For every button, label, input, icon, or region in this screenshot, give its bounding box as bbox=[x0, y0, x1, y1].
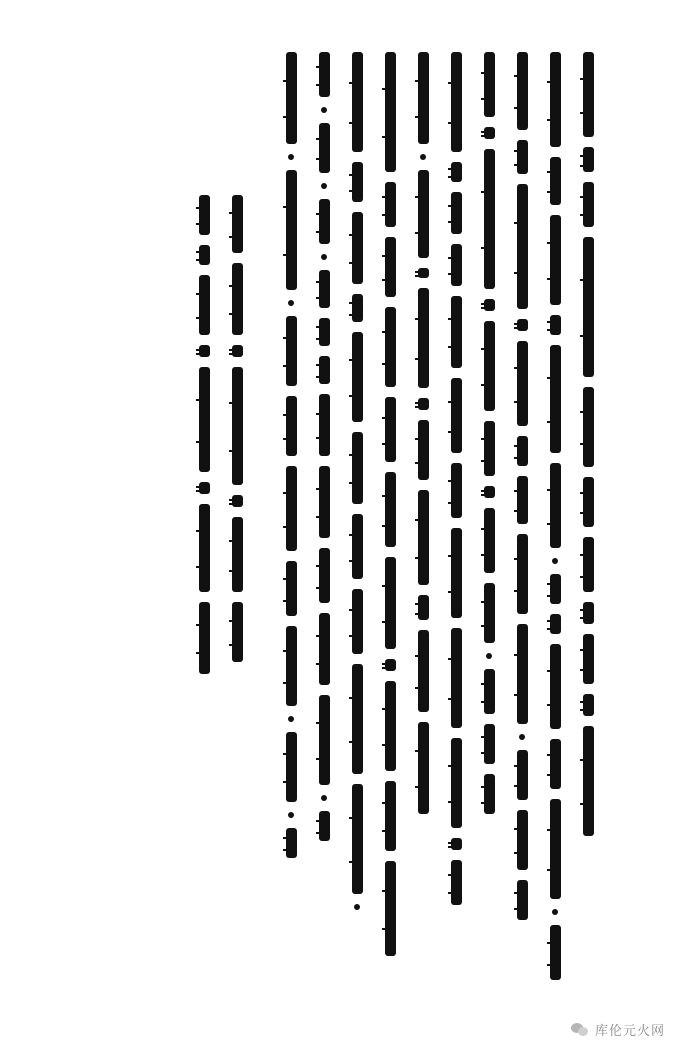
word-glyph bbox=[550, 157, 561, 205]
text-column bbox=[580, 52, 596, 836]
word-glyph bbox=[550, 574, 561, 604]
word-glyph bbox=[286, 466, 297, 551]
word-glyph bbox=[352, 212, 363, 284]
word-glyph bbox=[319, 270, 330, 308]
word-glyph bbox=[199, 482, 210, 494]
word-glyph bbox=[451, 192, 462, 234]
comma-glyph bbox=[321, 107, 327, 113]
word-glyph bbox=[451, 838, 462, 850]
word-glyph bbox=[385, 237, 396, 297]
word-glyph bbox=[319, 811, 330, 841]
word-glyph bbox=[484, 421, 495, 476]
word-glyph bbox=[484, 321, 495, 411]
text-column bbox=[382, 52, 398, 956]
word-glyph bbox=[550, 215, 561, 305]
word-glyph bbox=[583, 602, 594, 624]
word-glyph bbox=[451, 378, 462, 453]
word-glyph bbox=[418, 490, 429, 585]
word-glyph bbox=[451, 162, 462, 182]
word-glyph bbox=[517, 319, 528, 331]
word-glyph bbox=[199, 367, 210, 472]
word-glyph bbox=[352, 162, 363, 202]
word-glyph bbox=[484, 669, 495, 714]
word-glyph bbox=[517, 624, 528, 724]
word-glyph bbox=[319, 394, 330, 456]
word-glyph bbox=[583, 477, 594, 527]
comma-glyph bbox=[420, 154, 426, 160]
word-glyph bbox=[232, 495, 243, 507]
comma-glyph bbox=[486, 653, 492, 659]
word-glyph bbox=[583, 537, 594, 592]
word-glyph bbox=[418, 288, 429, 388]
word-glyph bbox=[418, 420, 429, 480]
word-glyph bbox=[583, 726, 594, 836]
word-glyph bbox=[352, 784, 363, 894]
word-glyph bbox=[232, 263, 243, 335]
text-column bbox=[316, 52, 332, 841]
word-glyph bbox=[286, 626, 297, 706]
comma-glyph bbox=[321, 795, 327, 801]
comma-glyph bbox=[288, 300, 294, 306]
word-glyph bbox=[385, 182, 396, 227]
word-glyph bbox=[385, 681, 396, 771]
word-glyph bbox=[199, 195, 210, 235]
word-glyph bbox=[199, 245, 210, 265]
word-glyph bbox=[385, 861, 396, 956]
word-glyph bbox=[232, 517, 243, 592]
comma-glyph bbox=[288, 154, 294, 160]
word-glyph bbox=[352, 589, 363, 654]
watermark-text: 库伦元火网 bbox=[594, 1024, 665, 1039]
word-glyph bbox=[484, 149, 495, 289]
word-glyph bbox=[352, 294, 363, 322]
word-glyph bbox=[451, 528, 462, 618]
word-glyph bbox=[319, 466, 330, 538]
comma-glyph bbox=[321, 254, 327, 260]
word-glyph bbox=[550, 463, 561, 548]
word-glyph bbox=[550, 345, 561, 453]
full-stop-glyph bbox=[354, 904, 360, 910]
word-glyph bbox=[418, 595, 429, 620]
comma-glyph bbox=[519, 734, 525, 740]
word-glyph bbox=[550, 315, 561, 335]
full-stop-glyph bbox=[552, 558, 558, 564]
comma-glyph bbox=[288, 716, 294, 722]
word-glyph bbox=[385, 397, 396, 462]
word-glyph bbox=[286, 170, 297, 290]
word-glyph bbox=[583, 387, 594, 467]
word-glyph bbox=[319, 123, 330, 173]
text-column bbox=[283, 52, 299, 858]
word-glyph bbox=[319, 695, 330, 785]
word-glyph bbox=[451, 244, 462, 286]
word-glyph bbox=[352, 52, 363, 152]
text-column bbox=[547, 52, 563, 980]
text-column bbox=[514, 52, 530, 920]
text-column bbox=[349, 52, 365, 910]
word-glyph bbox=[286, 52, 297, 144]
word-glyph bbox=[517, 810, 528, 870]
word-glyph bbox=[232, 602, 243, 662]
word-glyph bbox=[418, 398, 429, 410]
word-glyph bbox=[517, 341, 528, 426]
comma-glyph bbox=[321, 183, 327, 189]
watermark bbox=[571, 1020, 665, 1039]
word-glyph bbox=[319, 52, 330, 97]
word-glyph bbox=[583, 634, 594, 684]
word-glyph bbox=[385, 307, 396, 387]
word-glyph bbox=[550, 52, 561, 147]
text-column bbox=[415, 52, 431, 814]
word-glyph bbox=[385, 781, 396, 851]
word-glyph bbox=[484, 299, 495, 311]
word-glyph bbox=[199, 504, 210, 592]
word-glyph bbox=[517, 880, 528, 920]
comma-glyph bbox=[288, 812, 294, 818]
word-glyph bbox=[352, 514, 363, 579]
word-glyph bbox=[517, 476, 528, 524]
word-glyph bbox=[418, 630, 429, 712]
word-glyph bbox=[550, 925, 561, 980]
word-glyph bbox=[517, 750, 528, 800]
word-glyph bbox=[451, 738, 462, 828]
text-column bbox=[448, 52, 464, 905]
word-glyph bbox=[232, 195, 243, 253]
word-glyph bbox=[385, 472, 396, 547]
word-glyph bbox=[583, 52, 594, 137]
wechat-icon bbox=[571, 1023, 589, 1037]
word-glyph bbox=[286, 828, 297, 858]
word-glyph bbox=[451, 463, 462, 518]
word-glyph bbox=[199, 602, 210, 674]
word-glyph bbox=[319, 548, 330, 603]
text-column bbox=[229, 195, 245, 662]
word-glyph bbox=[319, 199, 330, 244]
word-glyph bbox=[517, 184, 528, 309]
word-glyph bbox=[199, 275, 210, 335]
word-glyph bbox=[550, 799, 561, 899]
word-glyph bbox=[385, 557, 396, 649]
word-glyph bbox=[550, 614, 561, 634]
word-glyph bbox=[319, 613, 330, 685]
word-glyph bbox=[352, 664, 363, 774]
word-glyph bbox=[319, 318, 330, 346]
word-glyph bbox=[484, 724, 495, 764]
word-glyph bbox=[484, 486, 495, 498]
word-glyph bbox=[517, 52, 528, 130]
text-column bbox=[196, 195, 212, 674]
word-glyph bbox=[484, 583, 495, 643]
word-glyph bbox=[286, 732, 297, 802]
word-glyph bbox=[319, 356, 330, 384]
word-glyph bbox=[199, 345, 210, 357]
word-glyph bbox=[385, 659, 396, 671]
word-glyph bbox=[418, 268, 429, 278]
word-glyph bbox=[418, 52, 429, 144]
word-glyph bbox=[484, 774, 495, 814]
word-glyph bbox=[550, 644, 561, 729]
word-glyph bbox=[583, 237, 594, 377]
word-glyph bbox=[550, 739, 561, 789]
word-glyph bbox=[451, 52, 462, 152]
word-glyph bbox=[583, 147, 594, 172]
word-glyph bbox=[451, 628, 462, 728]
word-glyph bbox=[484, 508, 495, 573]
word-glyph bbox=[484, 52, 495, 117]
word-glyph bbox=[517, 534, 528, 614]
word-glyph bbox=[451, 860, 462, 905]
word-glyph bbox=[418, 722, 429, 814]
comma-glyph bbox=[552, 909, 558, 915]
word-glyph bbox=[232, 345, 243, 357]
word-glyph bbox=[352, 432, 363, 504]
word-glyph bbox=[517, 436, 528, 466]
word-glyph bbox=[385, 52, 396, 172]
word-glyph bbox=[286, 561, 297, 616]
word-glyph bbox=[418, 170, 429, 258]
text-column bbox=[481, 52, 497, 814]
word-glyph bbox=[583, 694, 594, 716]
word-glyph bbox=[232, 367, 243, 485]
word-glyph bbox=[583, 182, 594, 227]
word-glyph bbox=[451, 296, 462, 368]
word-glyph bbox=[352, 332, 363, 422]
word-glyph bbox=[286, 396, 297, 456]
word-glyph bbox=[286, 316, 297, 386]
word-glyph bbox=[484, 127, 495, 139]
word-glyph bbox=[517, 140, 528, 174]
